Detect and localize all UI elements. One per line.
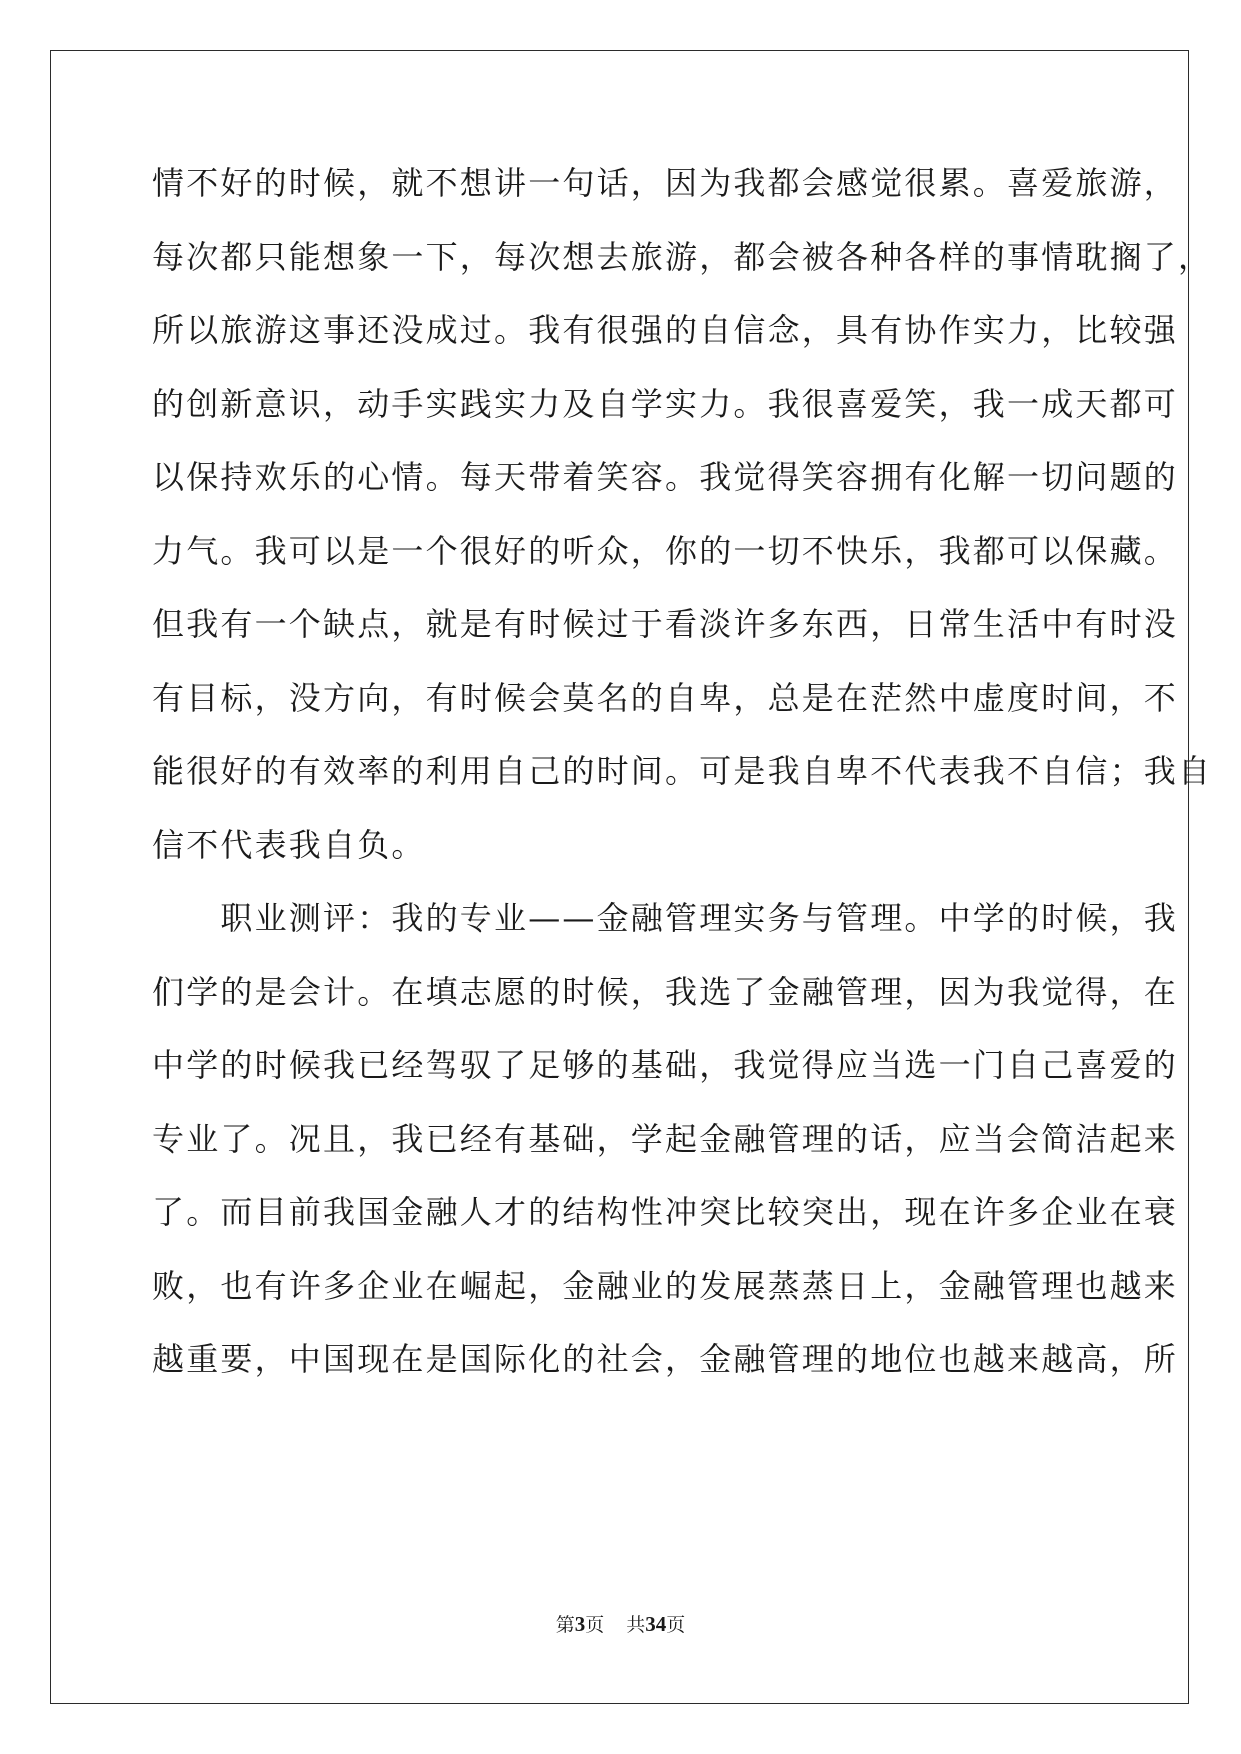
text-line: 败，也有许多企业在崛起，金融业的发展蒸蒸日上，金融管理也越来 bbox=[152, 1266, 1179, 1305]
body-text bbox=[152, 163, 1213, 1413]
text-line: 的创新意识，动手实践实力及自学实力。我很喜爱笑，我一成天都可 bbox=[152, 384, 1179, 423]
text-line: 但我有一个缺点，就是有时候过于看淡许多东西，日常生活中有时没 bbox=[152, 605, 1179, 643]
total-suffix: 页 bbox=[666, 1614, 686, 1636]
total-prefix: 共 bbox=[626, 1614, 646, 1636]
text-line: 信不代表我自负。 bbox=[152, 825, 426, 864]
text-line: 以保持欢乐的心情。每天带着笑容。我觉得笑容拥有化解一切问题的 bbox=[152, 458, 1179, 496]
page-prefix: 第 bbox=[555, 1614, 575, 1636]
text-line: 情不好的时候，就不想讲一句话，因为我都会感觉很累。喜爱旅游， bbox=[152, 164, 1179, 202]
text-line: 每次都只能想象一下，每次想去旅游，都会被各种各样的事情耽搁了， bbox=[152, 237, 1213, 276]
page-suffix: 页 bbox=[585, 1614, 605, 1636]
text-line: 们学的是会计。在填志愿的时候，我选了金融管理，因为我觉得，在 bbox=[152, 972, 1179, 1011]
text-line: 有目标，没方向，有时候会莫名的自卑，总是在茫然中虚度时间，不 bbox=[152, 678, 1179, 717]
page-footer bbox=[0, 1610, 1241, 1637]
text-line: 中学的时候我已经驾驭了足够的基础，我觉得应当选一门自己喜爱的 bbox=[152, 1046, 1179, 1084]
page-number: 3 bbox=[574, 1612, 586, 1636]
text-line: 所以旅游这事还没成过。我有很强的自信念，具有协作实力，比较强 bbox=[152, 311, 1179, 349]
text-line: 专业了。况且，我已经有基础，学起金融管理的话，应当会简洁起来 bbox=[152, 1119, 1179, 1158]
text-line: 越重要，中国现在是国际化的社会，金融管理的地位也越来越高，所 bbox=[152, 1340, 1179, 1378]
text-line: 力气。我可以是一个很好的听众，你的一切不快乐，我都可以保藏。 bbox=[152, 531, 1179, 570]
text-line: 能很好的有效率的利用自己的时间。可是我自卑不代表我不自信；我自 bbox=[152, 752, 1213, 790]
total-pages: 34 bbox=[645, 1612, 667, 1636]
text-line: 职业测评：我的专业——金融管理实务与管理。中学的时候，我 bbox=[152, 899, 1179, 937]
text-line: 了。而目前我国金融人才的结构性冲突比较突出，现在许多企业在衰 bbox=[152, 1193, 1179, 1231]
